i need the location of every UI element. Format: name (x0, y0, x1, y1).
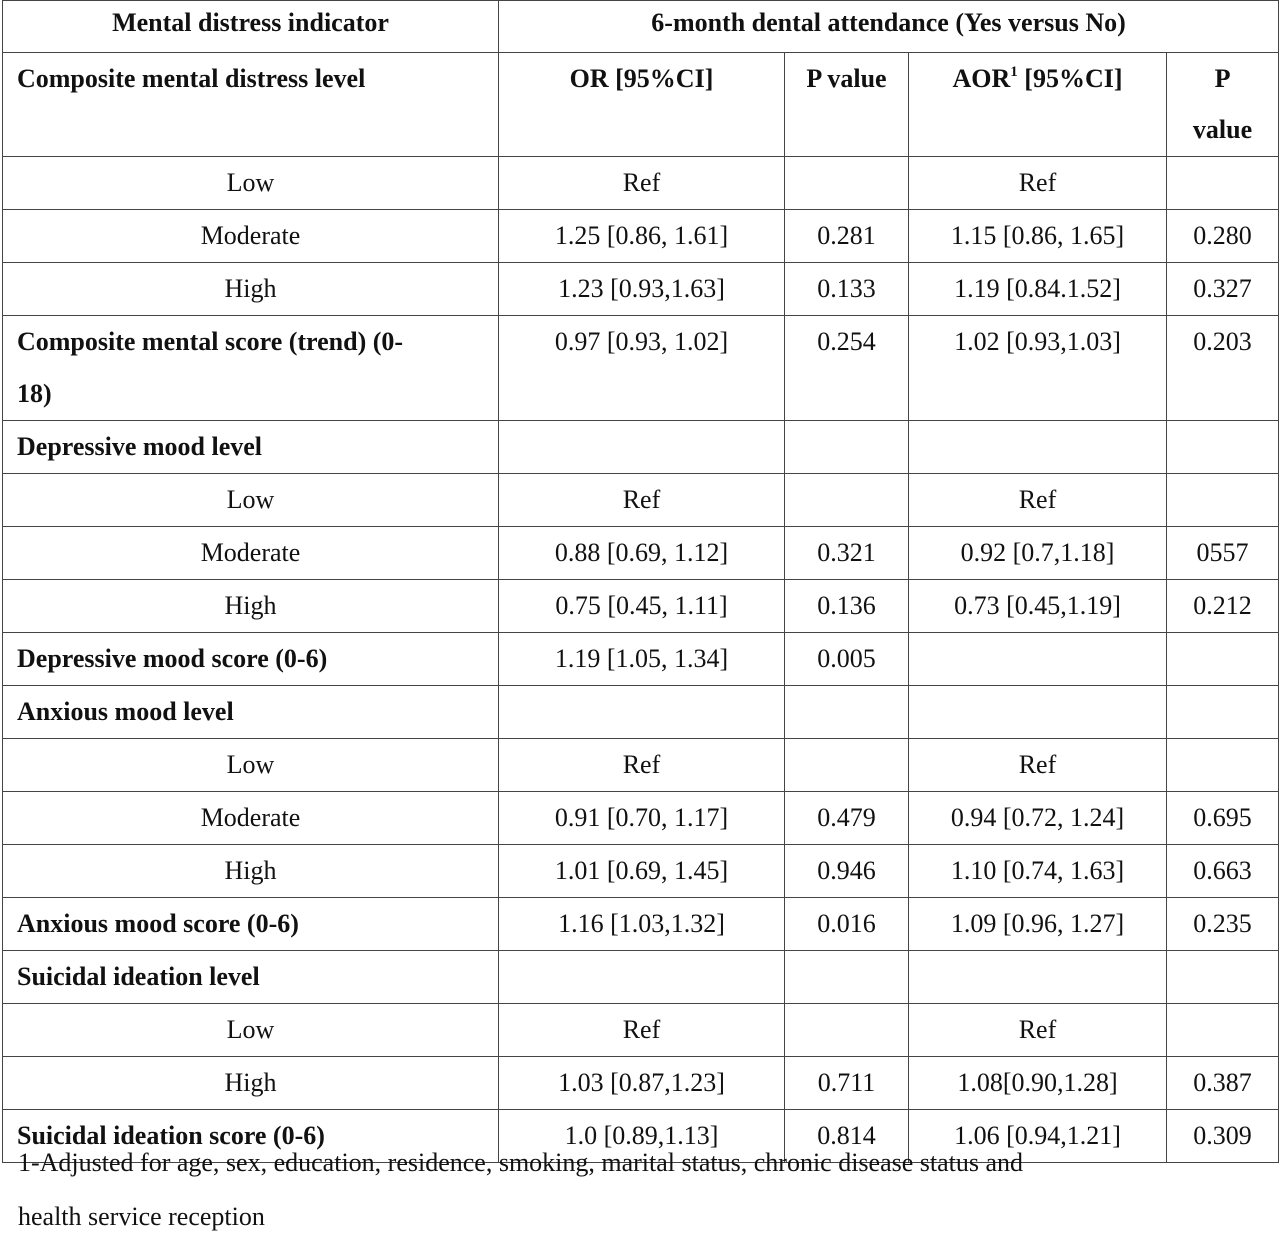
row-aor (909, 686, 1167, 739)
row-aor: Ref (909, 157, 1167, 210)
row-label: Anxious mood level (3, 686, 499, 739)
row-label: Suicidal ideation level (3, 951, 499, 1004)
p2-header-line2: value (1192, 115, 1253, 144)
row-p1 (785, 1004, 909, 1057)
row-p2 (1167, 474, 1279, 527)
row-aor: Ref (909, 1004, 1167, 1057)
table-row (3, 316, 1279, 421)
row-or: 1.19 [1.05, 1.34] (499, 633, 785, 686)
row-or: 0.88 [0.69, 1.12] (499, 527, 785, 580)
table-row (3, 1057, 1279, 1110)
col-p1-header: P value (785, 53, 909, 157)
row-p1 (785, 739, 909, 792)
row-p1: 0.946 (785, 845, 909, 898)
row-p1: 0.254 (785, 316, 909, 421)
table-row (3, 739, 1279, 792)
row-p1: 0.281 (785, 210, 909, 263)
row-p2: 0.327 (1167, 263, 1279, 316)
table-row (3, 421, 1279, 474)
row-p1 (785, 951, 909, 1004)
row-label: Low (3, 1004, 499, 1057)
row-p1: 0.136 (785, 580, 909, 633)
row-aor: 0.73 [0.45,1.19] (909, 580, 1167, 633)
table-row (3, 792, 1279, 845)
row-aor: 1.19 [0.84.1.52] (909, 263, 1167, 316)
row-p2: 0.203 (1167, 316, 1279, 421)
row-p1 (785, 474, 909, 527)
row-label: High (3, 580, 499, 633)
row-aor (909, 421, 1167, 474)
row-p2 (1167, 739, 1279, 792)
row-p2 (1167, 686, 1279, 739)
row-label: Low (3, 739, 499, 792)
row-label: Moderate (3, 210, 499, 263)
row-label: Moderate (3, 792, 499, 845)
row-label: Moderate (3, 527, 499, 580)
row-p2: 0.387 (1167, 1057, 1279, 1110)
row-aor: 0.92 [0.7,1.18] (909, 527, 1167, 580)
row-aor: Ref (909, 739, 1167, 792)
row-or: 0.75 [0.45, 1.11] (499, 580, 785, 633)
row-or: Ref (499, 739, 785, 792)
table-row (3, 157, 1279, 210)
row-p1: 0.711 (785, 1057, 909, 1110)
row-label: Depressive mood score (0-6) (3, 633, 499, 686)
row-aor: 1.06 [0.94,1.21] (909, 1110, 1167, 1163)
header-indicator: Mental distress indicator (3, 1, 499, 53)
footnote-line-1: 1-Adjusted for age, sex, education, residence, smoking, marital status, chronic disease status and (18, 1148, 1024, 1177)
row-p2: 0.663 (1167, 845, 1279, 898)
row-p2: 0.212 (1167, 580, 1279, 633)
row-label-line2: 18) (17, 379, 52, 408)
row-or (499, 951, 785, 1004)
row-or: Ref (499, 157, 785, 210)
row-p2 (1167, 421, 1279, 474)
table-row (3, 686, 1279, 739)
aor-prefix: AOR (952, 64, 1011, 93)
row-or (499, 686, 785, 739)
row-aor: 1.09 [0.96, 1.27] (909, 898, 1167, 951)
row-or: Ref (499, 1004, 785, 1057)
row-p1: 0.133 (785, 263, 909, 316)
row-p1: 0.321 (785, 527, 909, 580)
row-or: 1.03 [0.87,1.23] (499, 1057, 785, 1110)
table-row (3, 580, 1279, 633)
table-subheader-row (3, 53, 1279, 157)
p2-header-line1: P (1214, 64, 1231, 93)
row-p2: 0557 (1167, 527, 1279, 580)
row-p2: 0.235 (1167, 898, 1279, 951)
row-aor (909, 633, 1167, 686)
table-row (3, 263, 1279, 316)
row-or: 1.25 [0.86, 1.61] (499, 210, 785, 263)
table-footnote (18, 1136, 1268, 1244)
row-p2: 0.695 (1167, 792, 1279, 845)
header-outcome: 6-month dental attendance (Yes versus No) (499, 1, 1279, 53)
row-p2 (1167, 1004, 1279, 1057)
row-or: Ref (499, 474, 785, 527)
row-p1 (785, 686, 909, 739)
row-label: High (3, 845, 499, 898)
row-or: 1.16 [1.03,1.32] (499, 898, 785, 951)
row-label: Anxious mood score (0-6) (3, 898, 499, 951)
row-p1: 0.479 (785, 792, 909, 845)
row-aor: 1.08[0.90,1.28] (909, 1057, 1167, 1110)
row-or: 0.91 [0.70, 1.17] (499, 792, 785, 845)
col-or-header: OR [95%CI] (499, 53, 785, 157)
row-label: High (3, 1057, 499, 1110)
row-aor: 0.94 [0.72, 1.24] (909, 792, 1167, 845)
row-or: 1.23 [0.93,1.63] (499, 263, 785, 316)
row-label (3, 316, 499, 421)
table-header-row (3, 1, 1279, 53)
row-p2: 0.280 (1167, 210, 1279, 263)
table-row (3, 210, 1279, 263)
row-p1 (785, 421, 909, 474)
row-p1 (785, 157, 909, 210)
results-table (2, 0, 1279, 1163)
row-p1: 0.005 (785, 633, 909, 686)
col-p2-header (1167, 53, 1279, 157)
table-row (3, 845, 1279, 898)
row-or: 1.0 [0.89,1.13] (499, 1110, 785, 1163)
row-label: Low (3, 474, 499, 527)
row-label: High (3, 263, 499, 316)
row-label-line1: Composite mental score (trend) (0- (17, 327, 404, 356)
table-row (3, 474, 1279, 527)
table-row (3, 633, 1279, 686)
row-aor: Ref (909, 474, 1167, 527)
row-p1: 0.814 (785, 1110, 909, 1163)
row-aor: 1.10 [0.74, 1.63] (909, 845, 1167, 898)
row-aor: 1.02 [0.93,1.03] (909, 316, 1167, 421)
row-or (499, 421, 785, 474)
table-row (3, 1004, 1279, 1057)
row-p2 (1167, 157, 1279, 210)
table-row (3, 951, 1279, 1004)
row-label: Suicidal ideation score (0-6) (3, 1110, 499, 1163)
row-label: Low (3, 157, 499, 210)
row-p1: 0.016 (785, 898, 909, 951)
subheader-label: Composite mental distress level (3, 53, 499, 157)
footnote-line-2: health service reception (18, 1202, 265, 1231)
row-or: 0.97 [0.93, 1.02] (499, 316, 785, 421)
row-p2 (1167, 951, 1279, 1004)
aor-footnote-mark: 1 (1010, 64, 1018, 80)
row-or: 1.01 [0.69, 1.45] (499, 845, 785, 898)
row-aor: 1.15 [0.86, 1.65] (909, 210, 1167, 263)
row-label: Depressive mood level (3, 421, 499, 474)
row-aor (909, 951, 1167, 1004)
col-aor-header (909, 53, 1167, 157)
table-row (3, 898, 1279, 951)
row-p2 (1167, 633, 1279, 686)
aor-suffix: [95%CI] (1017, 64, 1123, 93)
table-row (3, 527, 1279, 580)
row-p2: 0.309 (1167, 1110, 1279, 1163)
